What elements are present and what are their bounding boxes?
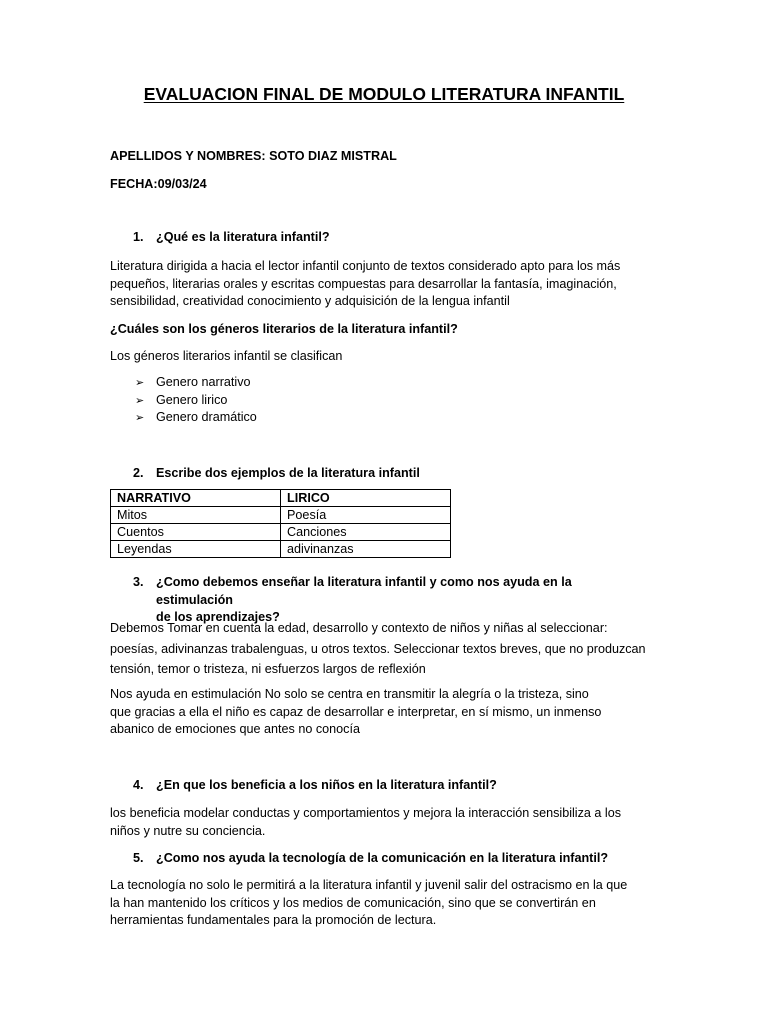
table-row xyxy=(111,507,451,524)
question-2 xyxy=(133,465,653,483)
answer-line: poesías, adivinanzas trabalenguas, u otros textos. Seleccionar textos breves, que no produzcan xyxy=(110,641,646,656)
question-1 xyxy=(133,229,653,247)
question-text: ¿Como nos ayuda la tecnología de la comunicación en la literatura infantil? xyxy=(156,851,609,865)
question-number: 2. xyxy=(133,466,144,480)
question-4 xyxy=(133,777,653,795)
answer-line: Debemos Tomar en cuenta la edad, desarrollo y contexto de niños y niñas al seleccionar: xyxy=(110,621,608,635)
column-header: NARRATIVO xyxy=(111,490,281,507)
answer-line: pequeños, literarias orales y escritas compuestas para desarrollar la fantasía, imaginación, xyxy=(110,276,617,291)
genres-intro: Los géneros literarios infantil se clasifican xyxy=(110,349,343,363)
list-item: ➢ Genero narrativo xyxy=(135,374,257,392)
answer-line: sensibilidad, creatividad conocimiento y adquisición de la lengua infantil xyxy=(110,294,510,309)
table-cell: Cuentos xyxy=(111,524,281,541)
question-5 xyxy=(133,850,653,868)
question-text: ¿Como debemos enseñar la literatura infantil y como nos ayuda en la estimulación de los aprendizajes? xyxy=(156,575,572,625)
column-header: LIRICO xyxy=(281,490,451,507)
answer-line: herramientas fundamentales para la promoción de lectura. xyxy=(110,913,437,928)
arrow-bullet-icon: ➢ xyxy=(135,377,145,389)
table-row xyxy=(111,524,451,541)
question-number: 4. xyxy=(133,778,144,792)
arrow-bullet-icon: ➢ xyxy=(135,394,145,407)
answer-line: tensión, temor o tristeza, ni esfuerzos largos de reflexión xyxy=(110,662,426,677)
answer-line: La tecnología no solo le permitirá a la literatura infantil y juvenil salir del ostracismo en la que xyxy=(110,878,628,892)
question-text: ¿Qué es la literatura infantil? xyxy=(156,230,330,244)
student-name: APELLIDOS Y NOMBRES: SOTO DIAZ MISTRAL xyxy=(110,149,397,163)
list-item: ➢ Genero dramático xyxy=(135,409,257,427)
list-item: ➢ Genero lirico xyxy=(135,392,257,410)
table-row xyxy=(111,541,451,558)
answer-1 xyxy=(110,258,670,311)
question-genres: ¿Cuáles son los géneros literarios de la literatura infantil? xyxy=(110,322,458,336)
answer-line: que gracias a ella el niño es capaz de desarrollar e interpretar, en sí mismo, un inmenso xyxy=(110,704,602,719)
answer-line: niños y nutre su conciencia. xyxy=(110,823,266,838)
arrow-bullet-icon: ➢ xyxy=(135,412,145,425)
table-cell: adivinanzas xyxy=(281,541,451,558)
examples-table xyxy=(110,489,451,558)
exam-date: FECHA:09/03/24 xyxy=(110,177,207,191)
question-number: 1. xyxy=(133,230,144,244)
question-number: 5. xyxy=(133,851,144,865)
answer-line: los beneficia modelar conductas y comportamientos y mejora la interacción sensibiliza a los xyxy=(110,806,621,820)
question-text: Escribe dos ejemplos de la literatura infantil xyxy=(156,466,420,480)
answer-line: Nos ayuda en estimulación No solo se centra en transmitir la alegría o la tristeza, sino xyxy=(110,687,589,701)
table-cell: Canciones xyxy=(281,524,451,541)
table-cell: Poesía xyxy=(281,507,451,524)
answer-line: la han mantenido los críticos y los medios de comunicación, sino que se convertirán en xyxy=(110,895,596,910)
document-title: EVALUACION FINAL DE MODULO LITERATURA INFANTIL xyxy=(143,84,625,104)
table-cell: Leyendas xyxy=(111,541,281,558)
answer-5 xyxy=(110,877,670,930)
table-cell: Mitos xyxy=(111,507,281,524)
answer-line: Literatura dirigida a hacia el lector infantil conjunto de textos considerado apto para los más xyxy=(110,259,621,273)
question-text: ¿En que los beneficia a los niños en la literatura infantil? xyxy=(156,778,497,792)
answer-3b xyxy=(110,686,670,739)
question-number: 3. xyxy=(133,575,144,589)
answer-4 xyxy=(110,805,670,840)
genres-list xyxy=(135,374,257,427)
question-3 xyxy=(133,574,653,627)
table-header-row xyxy=(111,490,451,507)
answer-line: abanico de emociones que antes no conocía xyxy=(110,722,360,737)
answer-3a xyxy=(110,620,670,679)
